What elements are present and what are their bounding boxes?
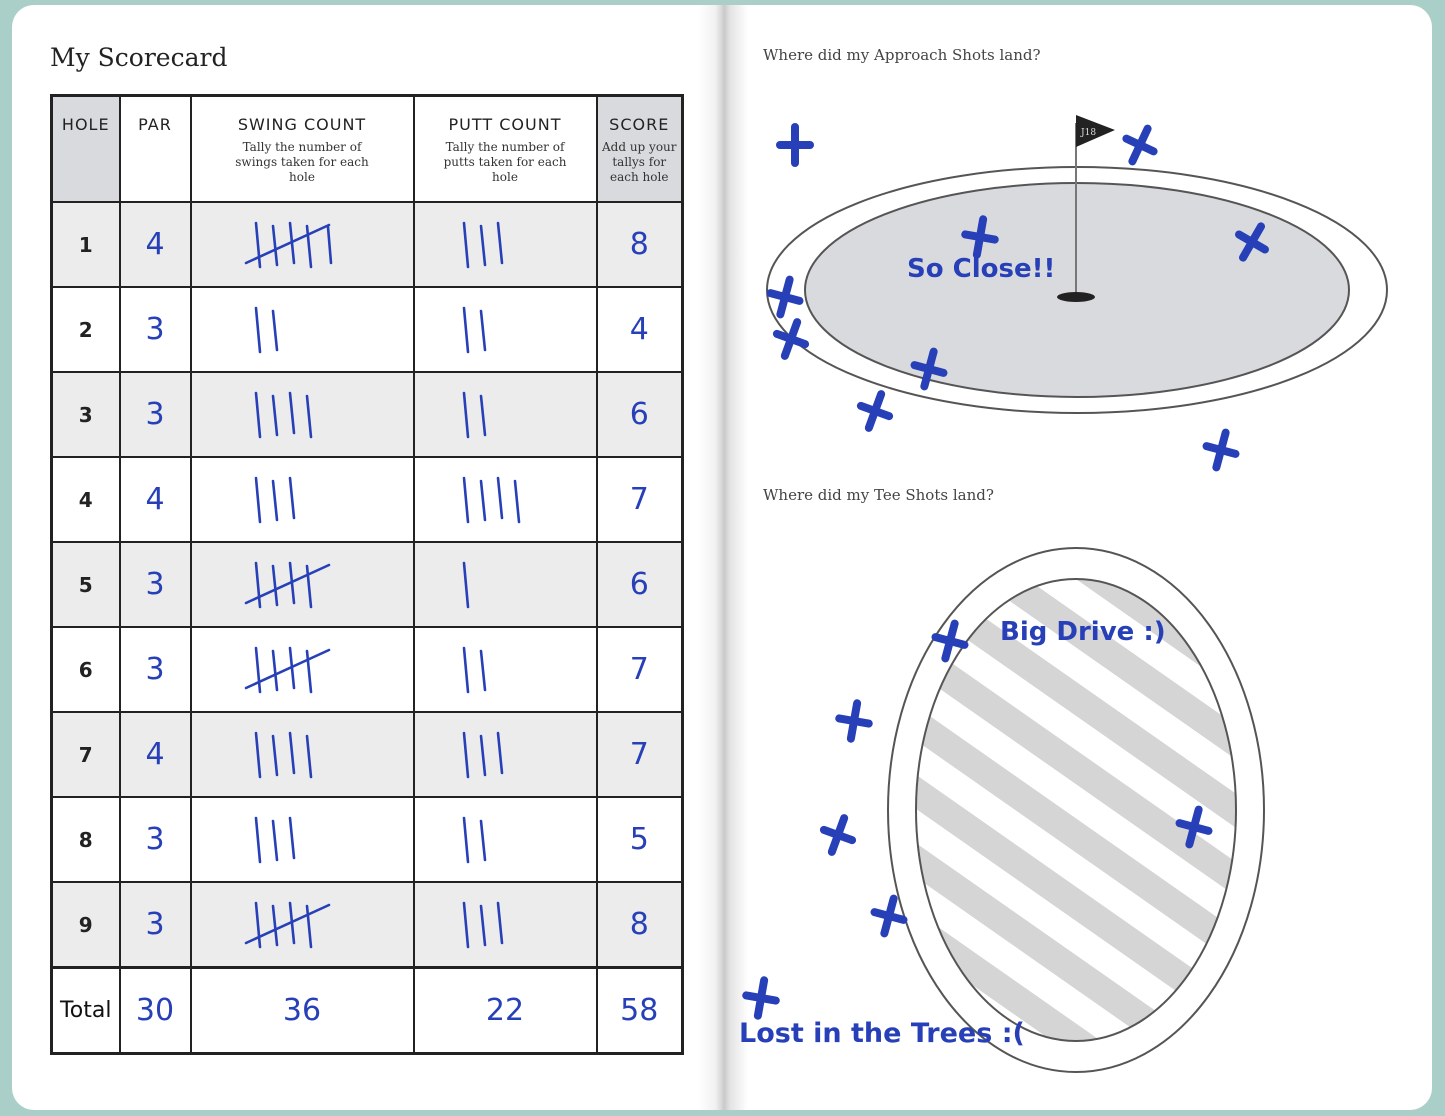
hole-cell: 5 [52,542,120,627]
shot-x-mark [743,978,779,1019]
swing-header: SWING COUNT Tally the number of swings taken for each hole [191,96,414,203]
shot-x-mark [818,813,859,857]
total-score: 58 [597,968,683,1054]
score-cell: 4 [597,287,683,372]
so-close-note: So Close!! [907,254,1056,284]
hole-cell: 6 [52,627,120,712]
approach-question: Where did my Approach Shots land? [763,46,1041,64]
total-par: 30 [120,968,191,1054]
total-putts: 22 [414,968,597,1054]
total-swings: 36 [191,968,414,1054]
score-cell: 5 [597,797,683,882]
hole-cell: 8 [52,797,120,882]
par-header: PAR [120,96,191,203]
hole-cell: 4 [52,457,120,542]
hole-cell: 7 [52,712,120,797]
score-cell: 7 [597,627,683,712]
tee-question: Where did my Tee Shots land? [763,486,994,504]
par-cell: 4 [120,712,191,797]
page-title: My Scorecard [50,43,228,72]
golf-hole [1057,292,1095,302]
shot-x-mark [1202,429,1240,472]
hole-header: HOLE [52,96,120,203]
score-cell: 8 [597,882,683,968]
par-cell: 4 [120,457,191,542]
shot-diagrams [12,5,1432,1110]
total-label: Total [52,968,120,1054]
score-cell: 7 [597,712,683,797]
flag-label: J18 [1081,128,1097,138]
lost-trees-note: Lost in the Trees :( [739,1018,1025,1049]
par-cell: 3 [120,797,191,882]
par-cell: 3 [120,287,191,372]
big-drive-note: Big Drive :) [1000,617,1166,647]
shot-x-mark [780,127,810,163]
hole-cell: 9 [52,882,120,968]
putt-header: PUTT COUNT Tally the number of putts taken for each hole [414,96,597,203]
score-cell: 8 [597,202,683,287]
shot-x-mark [1119,122,1161,167]
par-cell: 3 [120,542,191,627]
par-cell: 3 [120,372,191,457]
hole-cell: 2 [52,287,120,372]
score-header: SCORE Add up your tallys for each hole [597,96,683,203]
par-cell: 4 [120,202,191,287]
shot-x-mark [836,701,872,742]
hole-cell: 3 [52,372,120,457]
open-book [12,5,1432,1110]
par-cell: 3 [120,882,191,968]
hole-cell: 1 [52,202,120,287]
score-cell: 6 [597,542,683,627]
score-cell: 6 [597,372,683,457]
score-cell: 7 [597,457,683,542]
shot-x-mark [855,389,896,433]
par-cell: 3 [120,627,191,712]
